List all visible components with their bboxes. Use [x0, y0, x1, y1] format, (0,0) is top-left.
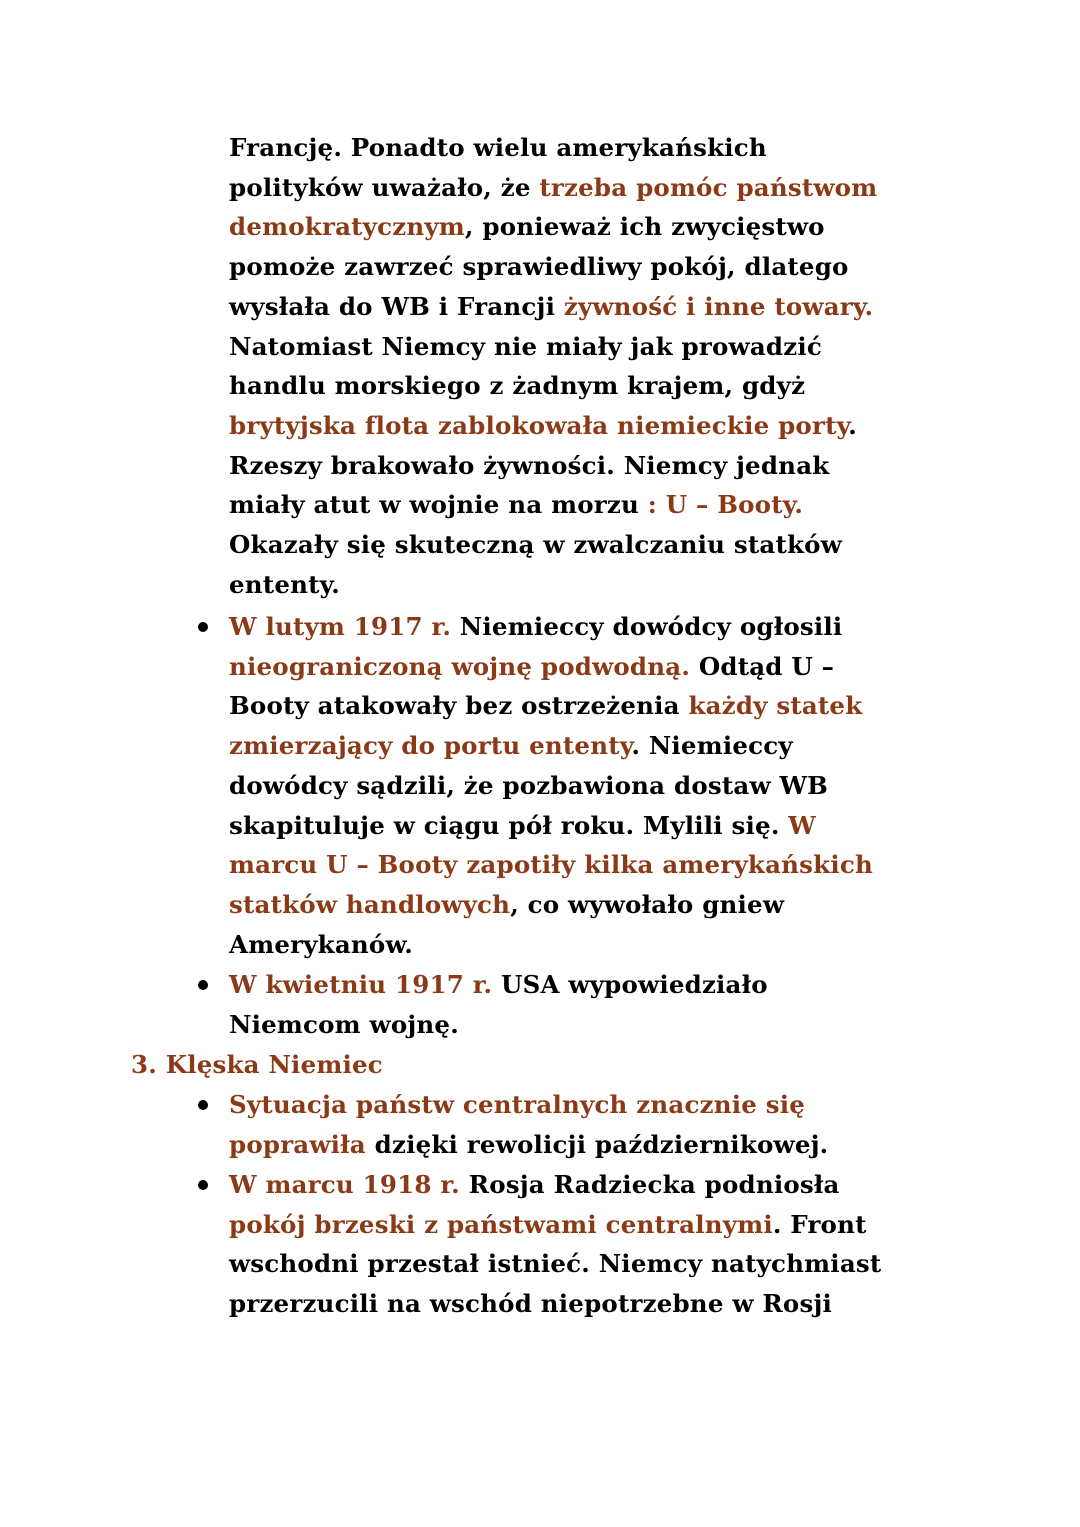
- bullet-4-line-1: W marcu 1918 r. Rosja Radziecka podniosła: [229, 1170, 840, 1199]
- intro-line-7: handlu morskiego z żadnym krajem, gdyż: [229, 371, 806, 401]
- bullet-item-1: [229, 607, 969, 964]
- bullet-1-line-8: statków handlowych, co wywołało gniew: [229, 889, 785, 919]
- bullet-2-line-2: Niemcom wojnę.: [229, 1009, 459, 1039]
- bullet-1-line-5: dowódcy sądzili, że pozbawiona dostaw WB: [229, 770, 829, 800]
- bullet-3-line-2: poprawiła dzięki rewolicji październikowej.: [229, 1129, 829, 1159]
- bullet-dot-icon: [198, 980, 208, 990]
- bullet-item-4: [229, 1165, 969, 1324]
- bullet-item-2: [229, 965, 969, 1044]
- intro-line-4: pomoże zawrzeć sprawiedliwy pokój, dlatego: [229, 252, 849, 282]
- bullet-1-line-2: nieograniczoną wojnę podwodną. Odtąd U –: [229, 651, 835, 681]
- intro-line-10: miały atut w wojnie na morzu : U – Booty.: [229, 490, 804, 520]
- intro-line-6: Natomiast Niemcy nie miały jak prowadzić: [229, 331, 822, 361]
- bullet-1-line-4: zmierzający do portu ententy. Niemieccy: [229, 731, 793, 761]
- bullet-4-line-3: wschodni przestał istnieć. Niemcy natychmiast: [229, 1249, 882, 1279]
- bullet-1-line-1: W lutym 1917 r. Niemieccy dowódcy ogłosili: [229, 612, 843, 641]
- bullet-4-line-4: przerzucili na wschód niepotrzebne w Rosji: [229, 1289, 833, 1319]
- bullet-dot-icon: [198, 622, 208, 632]
- section-heading: 3. Klęska Niemiec: [131, 1050, 383, 1079]
- intro-line-3: demokratycznym, ponieważ ich zwycięstwo: [229, 212, 825, 242]
- bullet-1-line-3: Booty atakowały bez ostrzeżenia każdy statek: [229, 691, 863, 721]
- bullet-dot-icon: [198, 1180, 208, 1190]
- bullet-1-line-7: marcu U – Booty zapotiły kilka amerykańskich: [229, 850, 873, 880]
- intro-line-9: Rzeszy brakowało żywności. Niemcy jednak: [229, 450, 830, 480]
- intro-line-8: brytyjska flota zablokowała niemieckie porty.: [229, 410, 857, 440]
- bullet-4-line-2: pokój brzeski z państwami centralnymi. Front: [229, 1209, 867, 1239]
- bullet-1-line-9: Amerykanów.: [229, 929, 414, 959]
- intro-line-11: Okazały się skuteczną w zwalczaniu statków: [229, 530, 843, 560]
- bullet-3-line-1: Sytuacja państw centralnych znacznie się: [229, 1090, 806, 1119]
- bullet-1-line-6: skapituluje w ciągu pół roku. Mylili się. W: [229, 810, 817, 840]
- bullet-item-3: [229, 1085, 969, 1164]
- intro-paragraph: [229, 128, 969, 604]
- intro-line-5: wysłała do WB i Francji żywność i inne towary.: [229, 291, 874, 321]
- bullet-dot-icon: [198, 1100, 208, 1110]
- bullet-2-line-1: W kwietniu 1917 r. USA wypowiedziało: [229, 970, 768, 999]
- intro-line-1: Francję. Ponadto wielu amerykańskich: [229, 133, 767, 162]
- intro-line-12: ententy.: [229, 569, 340, 599]
- intro-line-2: polityków uważało, że trzeba pomóc państwom: [229, 172, 878, 202]
